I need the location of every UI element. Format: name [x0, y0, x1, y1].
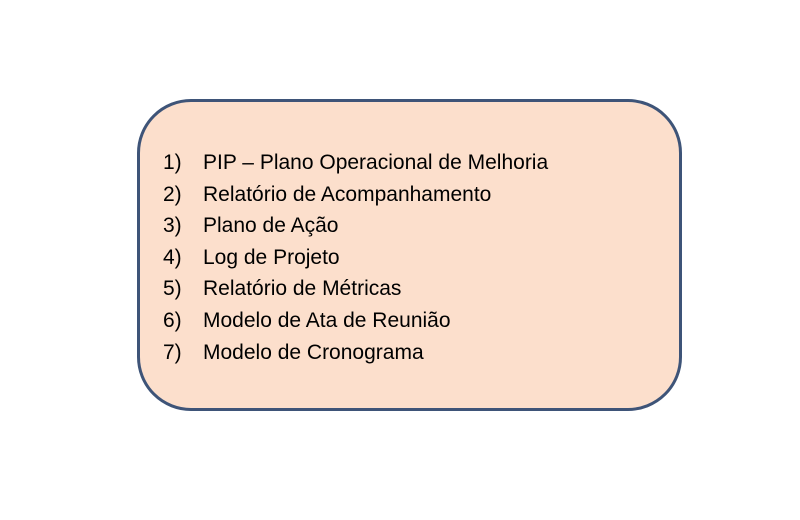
list-item-text: PIP – Plano Operacional de Melhoria	[203, 151, 549, 174]
list-item	[163, 273, 548, 305]
list-item	[163, 147, 548, 179]
list-item	[163, 305, 548, 337]
list-item-text: Modelo de Cronograma	[203, 340, 424, 364]
list-item-number: 3)	[163, 214, 182, 238]
list-item	[163, 210, 548, 242]
list-item-text: Relatório de Acompanhamento	[203, 182, 492, 206]
list-item	[163, 337, 548, 369]
list-item-number: 7)	[163, 340, 182, 364]
list-item-number: 2)	[163, 182, 182, 206]
list-item-number: 4)	[163, 245, 182, 269]
list-item-number: 1)	[163, 151, 182, 174]
list-item-text: Relatório de Métricas	[203, 277, 402, 301]
list-item-text: Log de Projeto	[203, 245, 340, 269]
list-item	[163, 179, 548, 211]
list-item-text: Modelo de Ata de Reunião	[203, 308, 451, 332]
list-item	[163, 242, 548, 274]
document-list	[163, 147, 548, 368]
list-item-number: 6)	[163, 308, 182, 332]
list-item-text: Plano de Ação	[203, 214, 339, 238]
list-item-number: 5)	[163, 277, 182, 301]
